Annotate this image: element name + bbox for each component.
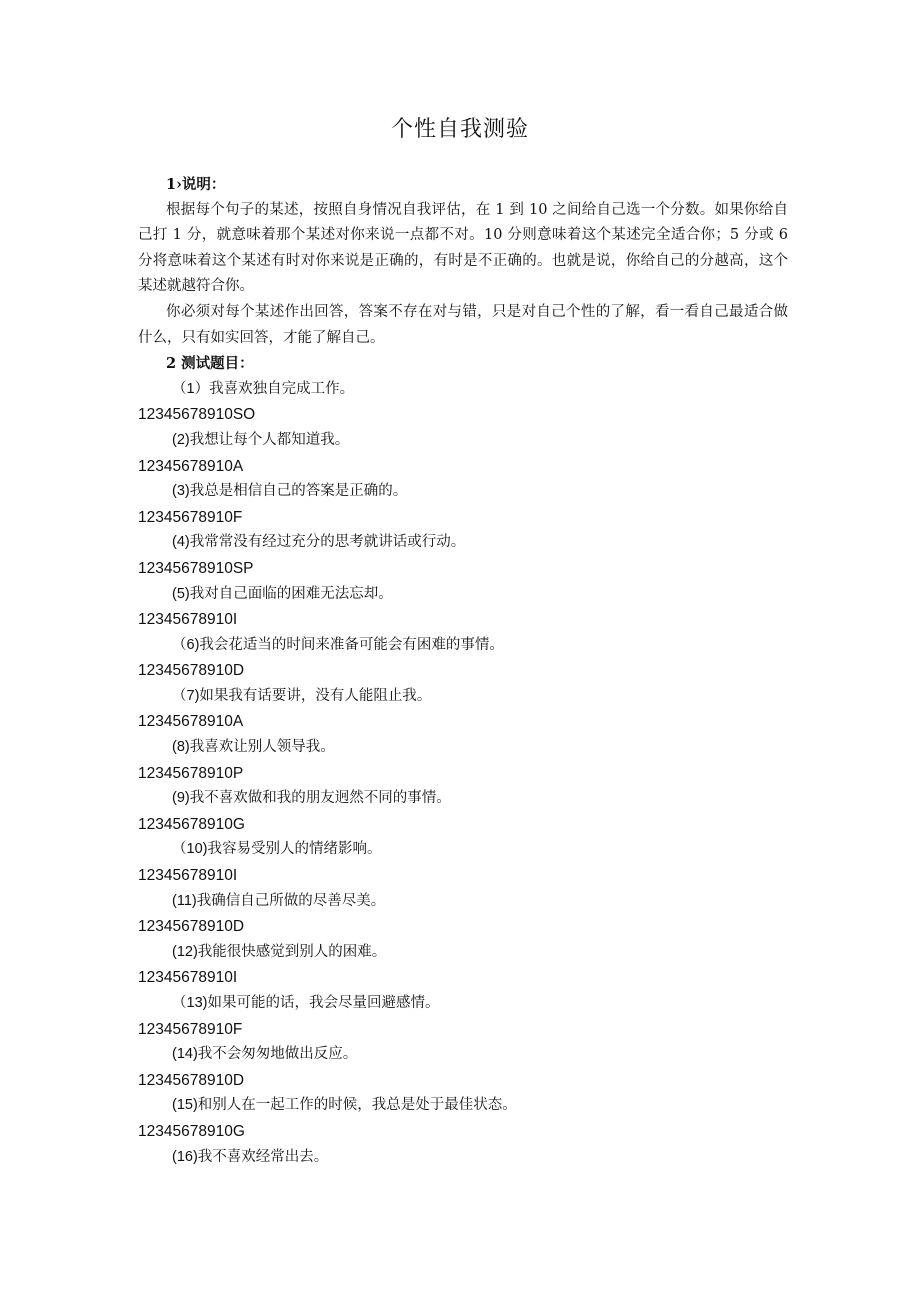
- question-text: 我不喜欢做和我的朋友迥然不同的事情。: [189, 790, 451, 807]
- question-text: 我确信自己所做的尽善尽美。: [196, 892, 386, 909]
- rating-scale: 12345678910G: [138, 815, 245, 833]
- question-number: （10): [172, 841, 208, 858]
- question-item: [138, 684, 788, 710]
- question-item: [138, 940, 788, 966]
- question-item: [138, 582, 788, 608]
- question-number: (4): [172, 534, 190, 551]
- question-number: （1）: [172, 380, 210, 397]
- rating-scale: 12345678910A: [138, 457, 244, 475]
- section-heading-questions: 2 测试题目：: [166, 355, 254, 373]
- question-item: [138, 377, 788, 403]
- question-number: (16): [172, 1148, 198, 1165]
- question-item: [138, 889, 788, 915]
- question-number: (8): [172, 739, 190, 756]
- rating-scale: 12345678910A: [138, 713, 244, 731]
- rating-scale: 12345678910D: [138, 1071, 245, 1089]
- question-text: 和别人在一起工作的时候，我总是处于最佳状态。: [197, 1097, 517, 1114]
- question-item: [138, 1093, 788, 1119]
- rating-scale: 12345678910G: [138, 1122, 245, 1140]
- rating-scale: 12345678910D: [138, 662, 245, 680]
- question-text: 我常常没有经过充分的思考就讲话或行动。: [189, 534, 466, 551]
- rating-scale: 12345678910I: [138, 611, 238, 629]
- question-item: [138, 837, 788, 863]
- question-text: 我会花适当的时间来准备可能会有困难的事情。: [199, 636, 504, 653]
- question-text: 如果我有话要讲，没有人能阻止我。: [199, 687, 432, 704]
- question-number: (15): [172, 1097, 198, 1114]
- question-number: (14): [172, 1046, 198, 1063]
- question-number: (3): [172, 483, 190, 500]
- question-item: [138, 1042, 788, 1068]
- question-text: 我能很快感觉到别人的困难。: [197, 943, 387, 960]
- question-item: [138, 633, 788, 659]
- question-list: [138, 377, 788, 1170]
- question-number: (11): [172, 892, 197, 909]
- question-text: 我对自己面临的困难无法忘却。: [189, 585, 393, 602]
- question-item: [138, 479, 788, 505]
- question-item: [138, 735, 788, 761]
- question-item: [138, 786, 788, 812]
- question-text: 我不喜欢经常出去。: [197, 1148, 329, 1165]
- question-number: (12): [172, 943, 198, 960]
- question-item: [138, 991, 788, 1017]
- question-number: （6): [172, 636, 200, 653]
- question-number: (2): [172, 431, 190, 448]
- question-text: 我想让每个人都知道我。: [189, 431, 350, 448]
- question-number: (9): [172, 790, 190, 807]
- question-item: [138, 530, 788, 556]
- section-heading-instructions: 1›说明：: [166, 176, 226, 193]
- rating-scale: 12345678910SO: [138, 406, 256, 424]
- instruction-paragraph: 根据每个句子的某述，按照自身情况自我评估，在 1 到 10 之间给自己选一个分数。如果你给自己打 1 分，就意味着那个某述对你来说一点都不对。10 分则意味着这个某述完全适合你；5 分或 6 分将意味着这个某述有时对你来说是正确的，有时是不正确的。也就是说，你给自己的分越高，这个某述就越符合你。: [138, 201, 788, 295]
- question-text: 我容易受别人的情绪影响。: [207, 841, 382, 858]
- rating-scale: 12345678910I: [138, 969, 238, 987]
- rating-scale: 12345678910F: [138, 1020, 243, 1038]
- rating-scale: 12345678910D: [138, 918, 245, 936]
- instruction-paragraph: 你必须对每个某述作出回答，答案不存在对与错，只是对自己个性的了解，看一看自己最适合做什么，只有如实回答，才能了解自己。: [138, 303, 788, 346]
- document-body: [138, 172, 788, 1170]
- rating-scale: 12345678910SP: [138, 559, 254, 577]
- question-item: [138, 428, 788, 454]
- rating-scale: 12345678910F: [138, 508, 243, 526]
- question-text: 如果可能的话，我会尽量回避感情。: [207, 995, 440, 1011]
- question-text: 我总是相信自己的答案是正确的。: [189, 483, 408, 500]
- question-number: (5): [172, 585, 190, 602]
- question-number: （7): [172, 687, 200, 704]
- question-number: （13): [172, 995, 208, 1011]
- rating-scale: 12345678910I: [138, 867, 238, 885]
- document-title: 个性自我测验: [390, 117, 529, 142]
- question-text: 我不会匆匆地做出反应。: [197, 1046, 358, 1063]
- question-text: 我喜欢让别人领导我。: [189, 739, 335, 756]
- question-text: 我喜欢独自完成工作。: [209, 380, 355, 397]
- rating-scale: 12345678910P: [138, 764, 244, 782]
- question-item: [138, 1145, 788, 1171]
